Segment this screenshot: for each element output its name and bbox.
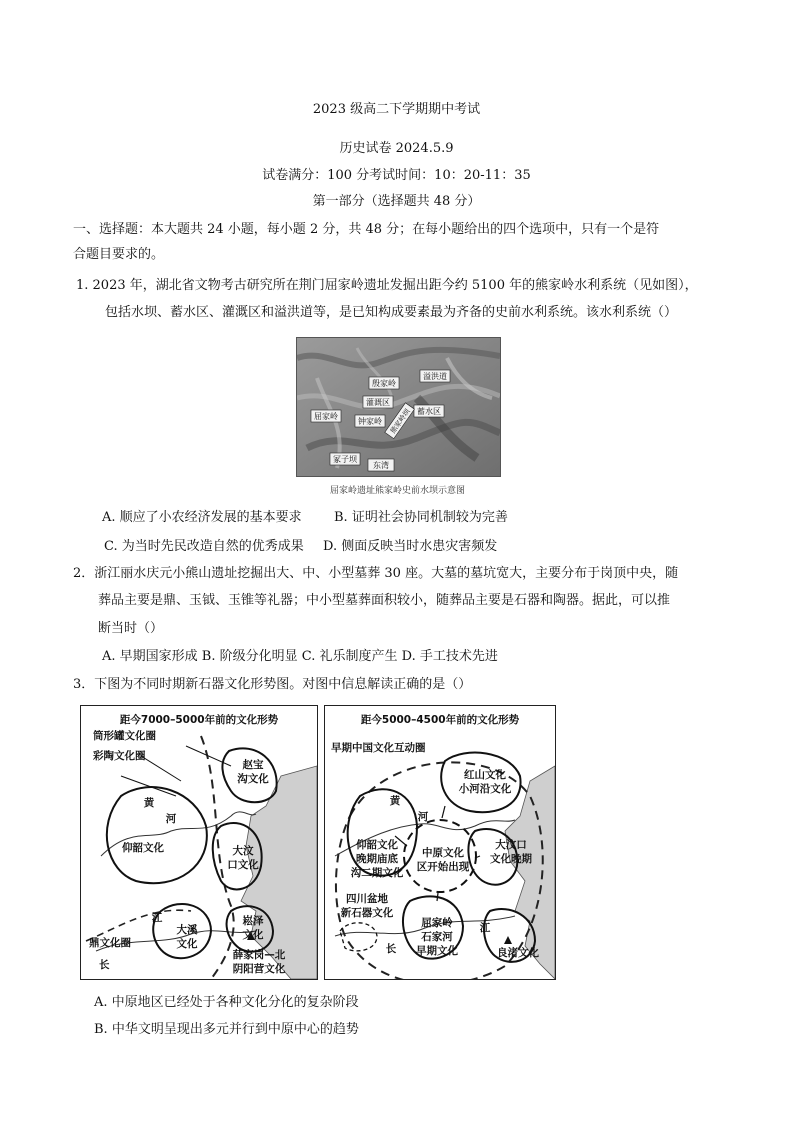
figure-label-zhongjialing: 钟家岭 xyxy=(358,417,382,426)
label-songze-2: 文化 xyxy=(242,929,264,941)
instructions-line2: 合题目要求的。 xyxy=(73,247,165,262)
figure-label-dongwan: 东湾 xyxy=(373,461,389,470)
label-he-right: 河 xyxy=(417,811,429,823)
figure-label-zhongzi-dam: 冢子坝 xyxy=(333,455,357,464)
exam-part: 第一部分（选择题共 48 分） xyxy=(312,194,481,209)
q1-stem-line2: 包括水坝、蓄水区、灌溉区和溢洪道等，是已知构成要素最为齐备的史前水利系统。该水利系统（） xyxy=(105,305,678,320)
label-zhongyuan-1: 中原文化 xyxy=(422,847,464,859)
label-dawenkou-late-1: 大汶口 xyxy=(495,839,527,851)
label-xuejia-2: 阴阳营文化 xyxy=(232,963,286,975)
q1-figure-terrain xyxy=(296,337,501,477)
q1-option-b[interactable]: B. 证明社会协同机制较为完善 xyxy=(334,510,508,525)
label-xuejia-1: 薛家岗—北 xyxy=(232,949,286,961)
label-huang: 黄 xyxy=(143,797,155,809)
q1-figure-caption: 屈家岭遗址熊家岭史前水坝示意图 xyxy=(329,486,465,496)
label-zhaobao-2: 沟文化 xyxy=(237,773,269,785)
label-he: 河 xyxy=(165,813,177,825)
q3-option-b[interactable]: B. 中华文明呈现出多元并行到中原中心的趋势 xyxy=(94,1022,359,1037)
q1-option-c[interactable]: C. 为当时先民改造自然的优秀成果 xyxy=(104,539,304,554)
label-hongshan-1: 红山文化 xyxy=(464,769,506,781)
instructions-line1: 一、选择题：本大题共 24 小题，每小题 2 分，共 48 分；在每小题给出的四个选项中，只有一个是符 xyxy=(73,222,660,237)
label-songze-1: 崧泽 xyxy=(242,915,264,927)
figure-label-yinjialing: 殷家岭 xyxy=(372,379,396,388)
label-yangshao-2: 晚期庙底 xyxy=(356,853,398,865)
q3-option-a[interactable]: A. 中原地区已经处于各种文化分化的复杂阶段 xyxy=(94,995,359,1010)
q3-map-left xyxy=(80,705,318,980)
left-map-title: 距今7000–5000年前的文化形势 xyxy=(119,714,279,726)
label-yangshao: 仰韶文化 xyxy=(122,842,164,854)
label-zhongyuan-2: 区开始出现 xyxy=(416,861,470,873)
q1-option-d[interactable]: D. 侧面反映当时水患灾害频发 xyxy=(323,539,498,554)
q1-option-a[interactable]: A. 顺应了小农经济发展的基本要求 xyxy=(102,510,302,525)
label-chang: 长 xyxy=(99,959,110,971)
label-ding: 鼎文化圈 xyxy=(89,937,131,949)
label-qujialing-2: 石家河 xyxy=(421,931,453,943)
label-caitao: 彩陶文化圈 xyxy=(93,750,146,762)
label-qujialing-1: 屈家岭 xyxy=(421,917,453,929)
q2-options[interactable]: A. 早期国家形成 B. 阶级分化明显 C. 礼乐制度产生 D. 手工技术先进 xyxy=(102,649,498,664)
label-tongxing: 筒形罐文化圈 xyxy=(93,730,156,742)
figure-label-qujialing: 屈家岭 xyxy=(314,412,338,421)
label-yangshao-3: 沟二期文化 xyxy=(350,867,404,879)
label-huang-right: 黄 xyxy=(389,795,401,807)
figure-label-reservoir: 蓄水区 xyxy=(417,407,441,416)
label-yangshao-1: 仰韶文化 xyxy=(356,839,398,851)
label-dawenkou-2: 口文化 xyxy=(227,859,259,871)
label-zhaobao-1: 赵宝 xyxy=(242,759,264,771)
exam-info: 试卷满分：100 分考试时间：10：20-11：35 xyxy=(262,168,531,183)
label-jiang-right: 江 xyxy=(479,922,491,934)
figure-label-irrigation: 灌溉区 xyxy=(366,398,390,407)
label-chang-right: 长 xyxy=(385,943,397,955)
figure-label-xiongjialing-dam: 熊家岭坝 xyxy=(389,407,412,436)
label-jiang: 江 xyxy=(151,912,163,924)
label-sichuan-1: 四川盆地 xyxy=(346,893,388,905)
label-sichuan-2: 新石器文化 xyxy=(340,907,394,919)
label-dawenkou-late-2: 文化晚期 xyxy=(490,853,532,865)
label-hongshan-2: 小河沿文化 xyxy=(458,783,512,795)
label-daxi-2: 文化 xyxy=(176,938,198,950)
q3-stem: 3．下图为不同时期新石器文化形势图。对图中信息解读正确的是（） xyxy=(73,677,472,692)
q2-stem-line2: 葬品主要是鼎、玉钺、玉锥等礼器；中小型墓葬面积较小，随葬品主要是石器和陶器。据此，可以推 xyxy=(98,593,671,608)
q3-map-right xyxy=(324,705,556,980)
label-huodong: 早期中国文化互动圈 xyxy=(331,742,426,754)
label-qujialing-3: 早期文化 xyxy=(416,945,458,957)
label-dawenkou-1: 大汶 xyxy=(232,845,254,857)
q1-stem-line1: 1. 2023 年，湖北省文物考古研究所在荆门屈家岭遗址发掘出距今约 5100 年的熊家岭水利系统（见如图）， xyxy=(76,278,698,293)
right-map-title: 距今5000–4500年前的文化形势 xyxy=(360,714,520,726)
figure-label-spillway: 溢洪道 xyxy=(423,372,447,381)
label-daxi-1: 大溪 xyxy=(176,924,198,936)
q2-stem-line1: 2．浙江丽水庆元小熊山遗址挖掘出大、中、小型墓葬 30 座。大墓的墓坑宽大，主要分布于岗顶中央，随 xyxy=(73,566,679,581)
exam-title: 2023 级高二下学期期中考试 xyxy=(312,102,481,117)
exam-subject: 历史试卷 2024.5.9 xyxy=(339,141,454,156)
label-liangzhu: 良渚文化 xyxy=(497,947,539,959)
q2-stem-line3: 断当时（） xyxy=(98,621,164,636)
